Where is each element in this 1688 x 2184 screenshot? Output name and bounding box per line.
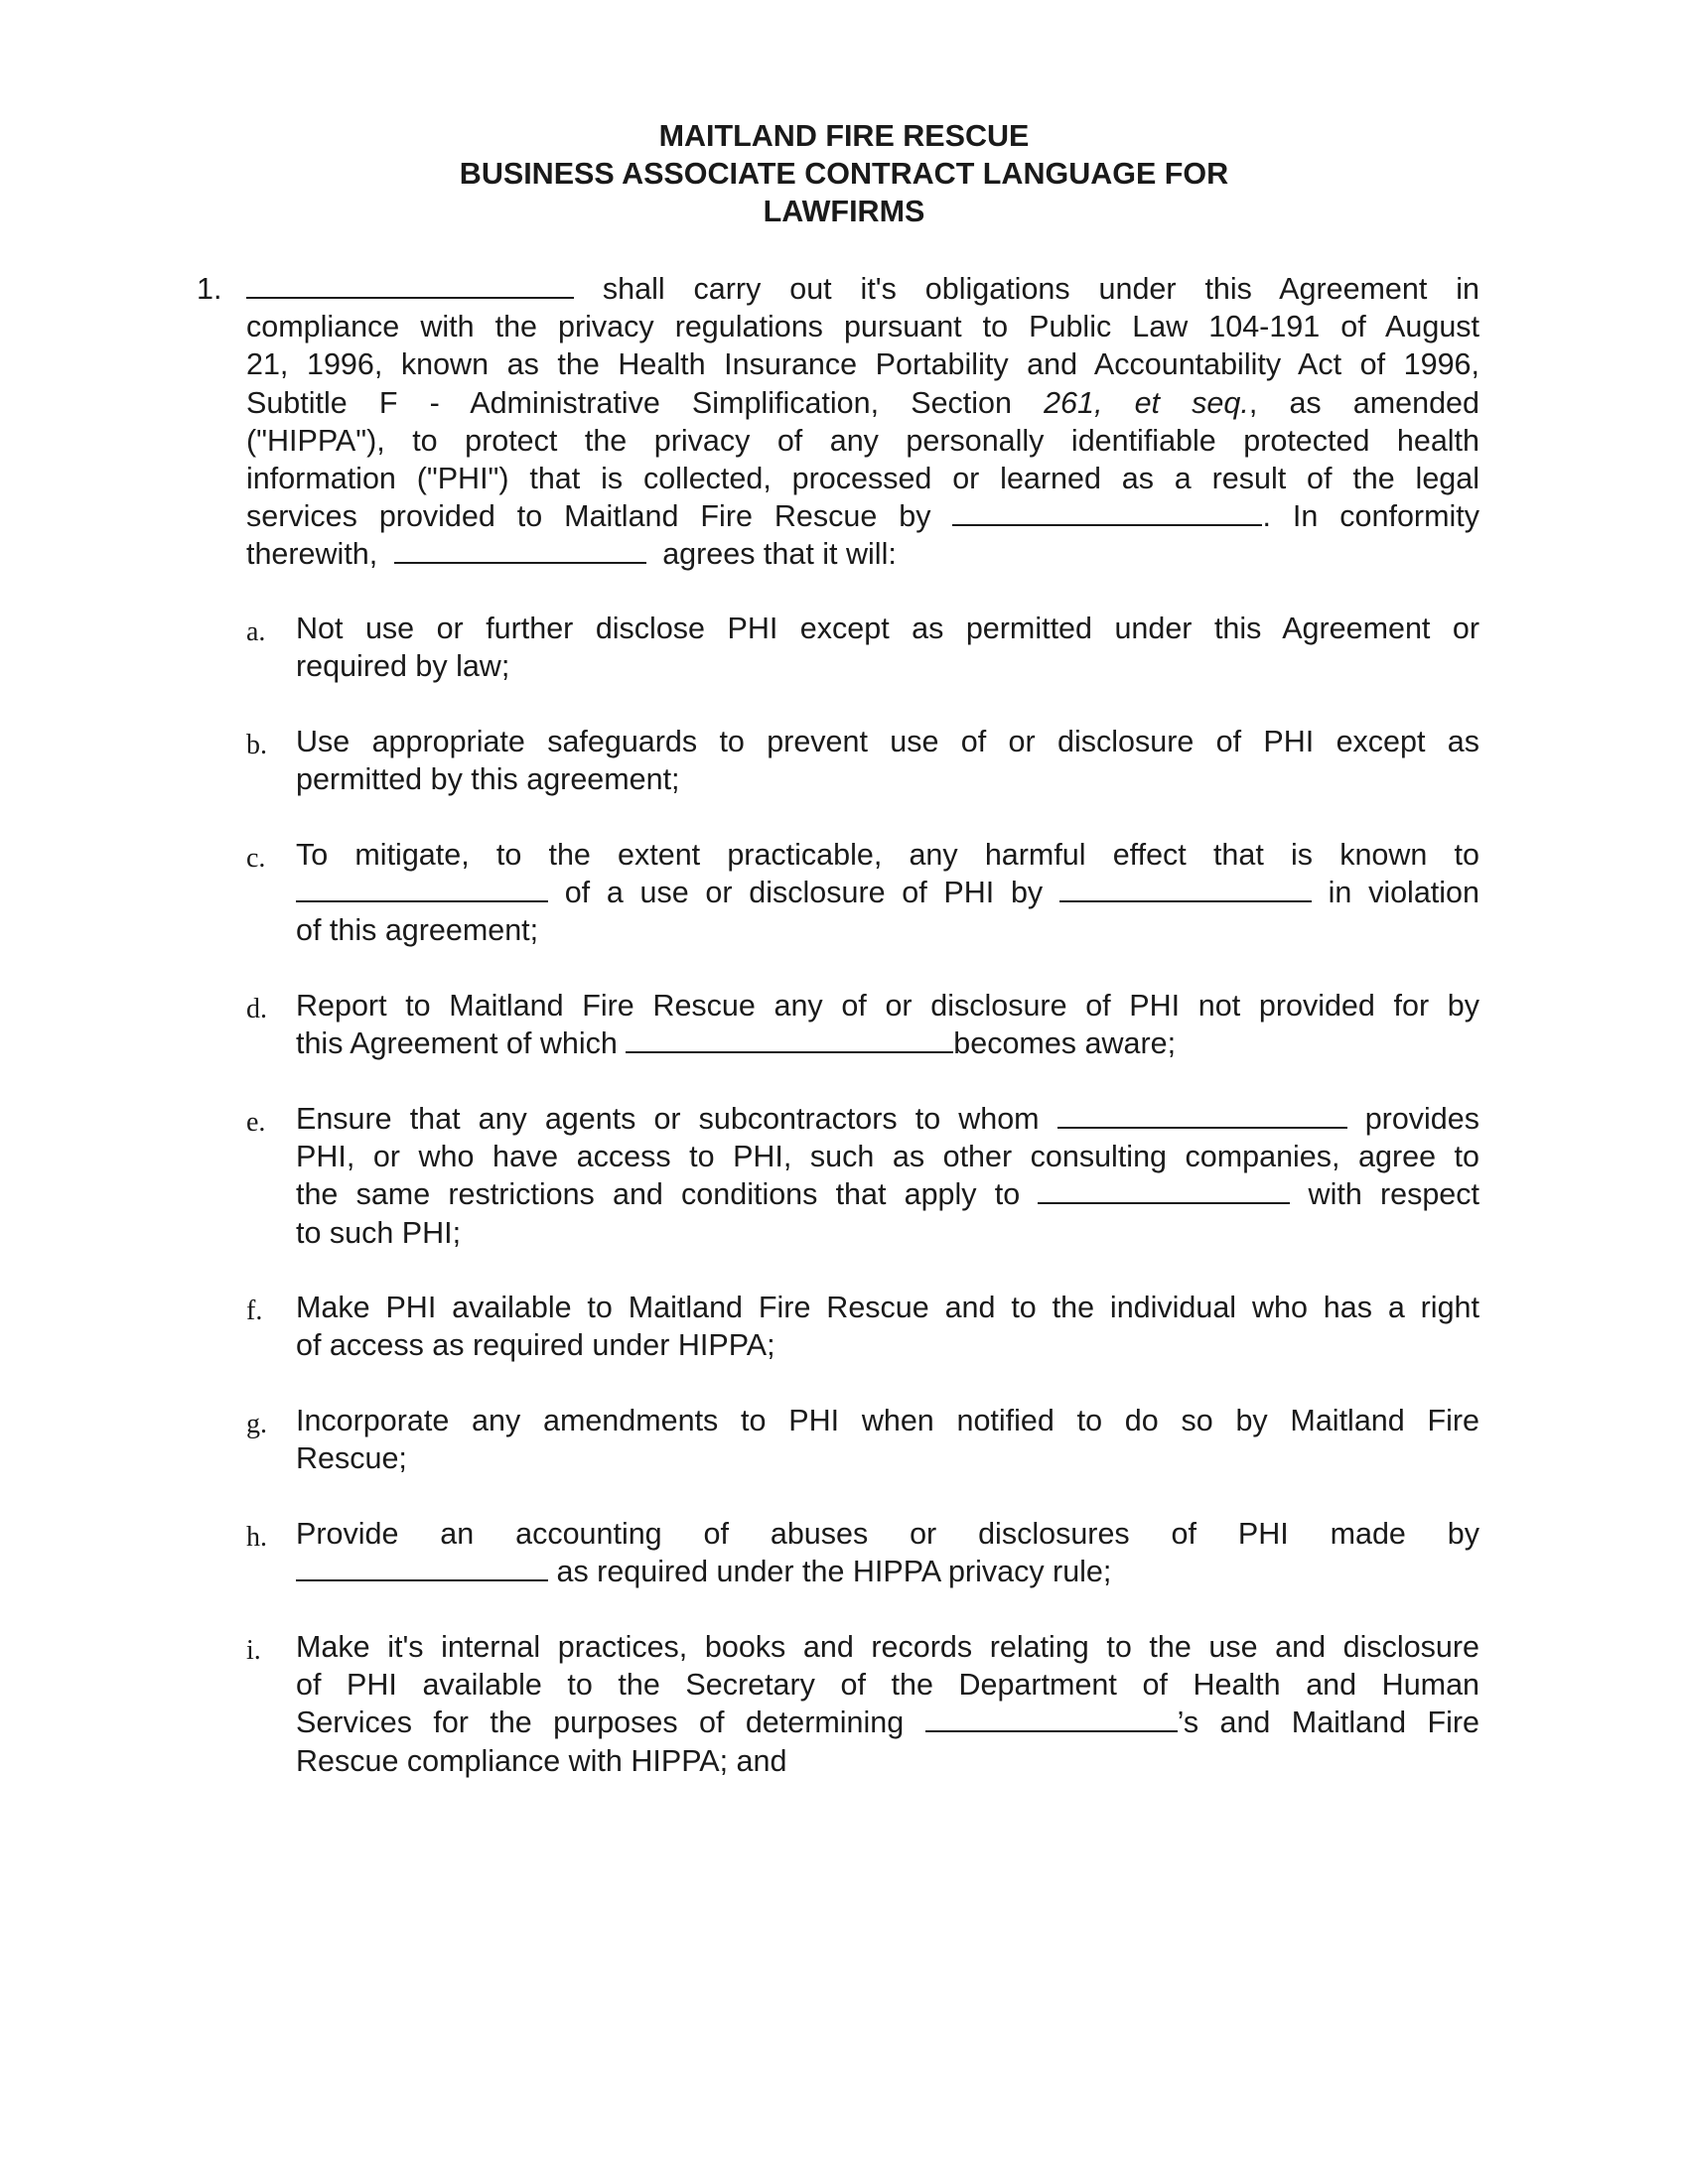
blank-party-name[interactable] [296,877,548,902]
blank-party-name[interactable] [1057,1103,1347,1129]
list-item-g: Incorporate any amendments to PHI when notified to do so by Maitland Fire Rescue; [296,1404,1479,1476]
blank-party-name[interactable] [1059,877,1312,902]
doc-subtitle-2: LAWFIRMS [763,195,925,228]
list-item-d: Report to Maitland Fire Rescue any of or disclosure of PHI not provided for by this Agreement of which becomes aware; [296,989,1479,1061]
list-item-b: Use appropriate safeguards to prevent use of or disclosure of PHI except as permitted by this agreement; [296,725,1479,797]
blank-party-name[interactable] [1038,1178,1290,1204]
list-item-e: Ensure that any agents or subcontractors to whom provides PHI, or who have access to PHI, such as other consulting companies, agree to the same restrictions and conditions that apply to with respect to such PHI; [296,1102,1479,1250]
blank-party-name[interactable] [394,538,646,564]
list-item-i: Make it's internal practices, books and records relating to the use and disclosure of PHI available to the Secretary of the Department of Health and Human Services for the purposes of determining ’s and Maitland Fire Rescue compliance with HIPPA; and [296,1630,1479,1778]
blank-party-name[interactable] [296,1556,548,1581]
blank-party-name[interactable] [246,273,574,299]
blank-party-name[interactable] [626,1027,953,1053]
item-marker: h. [246,1522,267,1553]
section-number: 1. [197,272,222,306]
item-marker: d. [246,994,267,1024]
item-marker: e. [246,1107,266,1138]
list-item-h: Provide an accounting of abuses or disclosures of PHI made by as required under the HIPPA privacy rule; [296,1517,1479,1589]
list-item-a: Not use or further disclose PHI except as permitted under this Agreement or required by law; [296,612,1479,684]
item-marker: f. [246,1296,263,1326]
item-marker: a. [246,616,266,647]
item-marker: b. [246,730,267,760]
doc-title: MAITLAND FIRE RESCUE [658,119,1030,153]
blank-party-name[interactable] [952,500,1262,526]
item-marker: i. [246,1635,261,1666]
item-marker: c. [246,843,266,874]
doc-subtitle: BUSINESS ASSOCIATE CONTRACT LANGUAGE FOR [459,157,1229,191]
blank-party-name[interactable] [925,1706,1178,1732]
list-item-c: To mitigate, to the extent practicable, any harmful effect that is known to of a use or disclosure of PHI by in violation of this agreement; [296,838,1479,948]
section-1-paragraph: shall carry out it's obligations under this Agreement in compliance with the privacy regulations pursuant to Public Law 104-191 of August 21, 1996, known as the Health Insurance Portability and Accountability Act of 1996, Subtitle F - Administrative Simplification, Section 261, et seq., as amended ("HIPPA"), to protect the privacy of any personally identifiable protected health information ("PHI") that is collected, processed or learned as a result of the legal services provided to Maitland Fire Rescue by . In conformity therewith, agrees that it will: [246,272,1479,572]
item-marker: g. [246,1409,267,1439]
list-item-f: Make PHI available to Maitland Fire Rescue and to the individual who has a right of access as required under HIPPA; [296,1291,1479,1363]
